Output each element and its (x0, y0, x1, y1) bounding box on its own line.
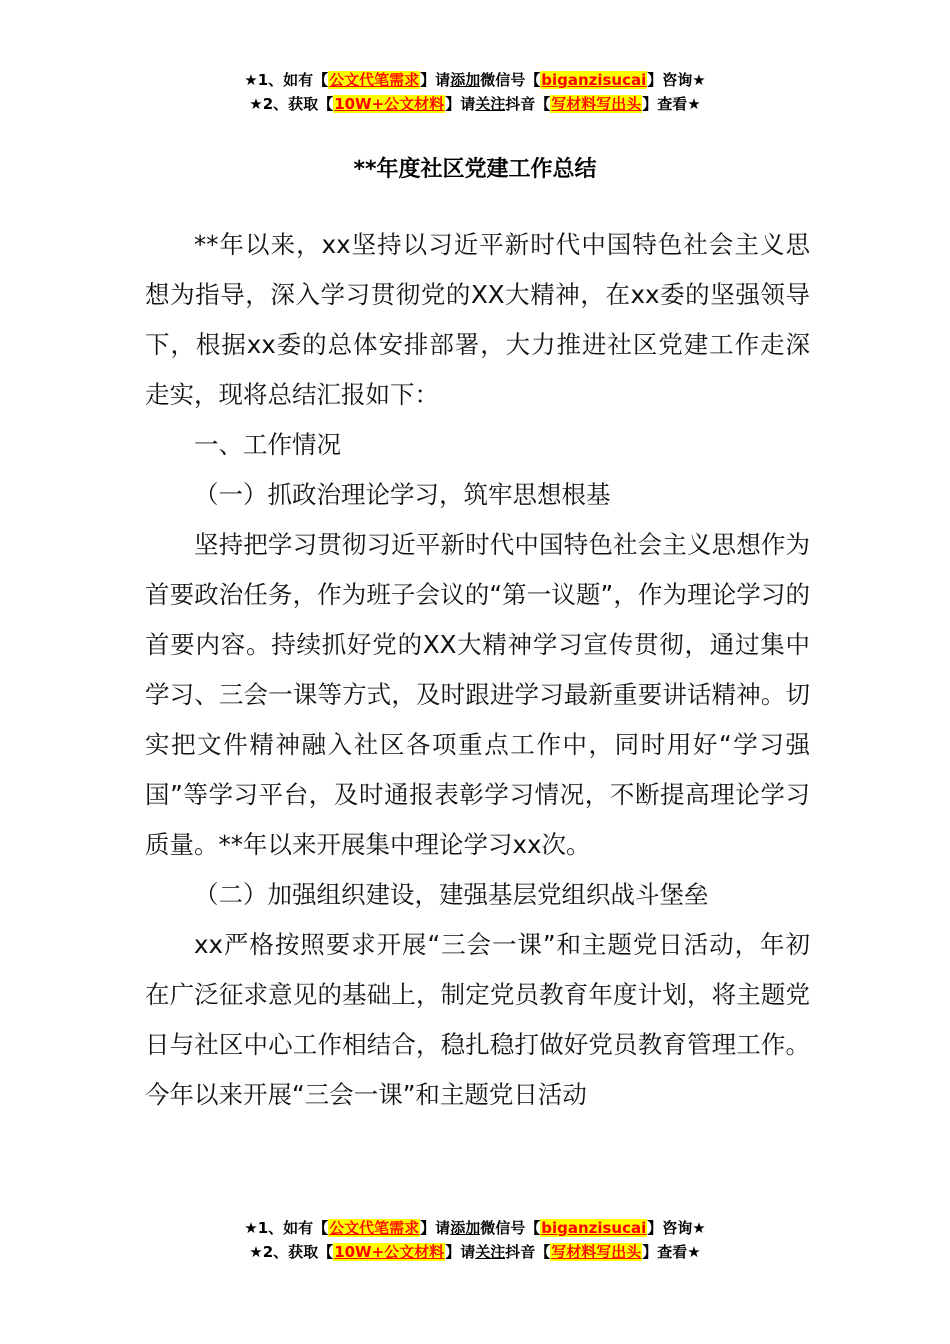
paragraph-organization: xx严格按照要求开展“三会一课”和主题党日活动，年初在广泛征求意见的基础上，制定党员教育年度计划，将主题党日与社区中心工作相结合，稳扎稳打做好党员教育管理工作。今年以来开展“三会一课”和主题党日活动 (145, 930, 810, 1109)
header-banner (0, 68, 950, 116)
document-title: **年度社区党建工作总结 (353, 157, 597, 182)
highlight-service: 公文代笔需求 (329, 1219, 420, 1237)
banner-line-2: ★2、获取【10W+公文材料】请关注抖音【写材料写出头】查看★ (249, 1243, 701, 1261)
highlight-douyin-account: 写材料写出头 (551, 95, 642, 113)
paragraph-theory-study: 坚持把学习贯彻习近平新时代中国特色社会主义思想作为首要政治任务，作为班子会议的“第一议题”，作为理论学习的首要内容。持续抓好党的XX大精神学习宣传贯彻，通过集中学习、三会一课等方式，及时跟进学习最新重要讲话精神。切实把文件精神融入社区各项重点工作中，同时用好“学习强国”等学习平台，及时通报表彰学习情况，不断提高理论学习质量。**年以来开展集中理论学习xx次。 (145, 530, 810, 859)
highlight-wechat-id: biganzisucai (541, 1219, 647, 1237)
document-body (145, 220, 810, 1120)
highlight-douyin-account: 写材料写出头 (551, 1243, 642, 1261)
section-heading-1: 一、工作情况 (194, 430, 341, 459)
footer-banner (0, 1216, 950, 1264)
banner-line-1: ★1、如有【公文代笔需求】请添加微信号【biganzisucai】咨询★ (244, 71, 706, 89)
paragraph-intro: **年以来，xx坚持以习近平新时代中国特色社会主义思想为指导，深入学习贯彻党的XX大精神，在xx委的坚强领导下，根据xx委的总体安排部署，大力推进社区党建工作走深走实，现将总结汇报如下： (145, 230, 810, 409)
highlight-wechat-id: biganzisucai (541, 71, 647, 89)
highlight-materials: 10W+公文材料 (334, 95, 445, 113)
subsection-heading-1: （一）抓政治理论学习，筑牢思想根基 (194, 480, 611, 509)
banner-line-2: ★2、获取【10W+公文材料】请关注抖音【写材料写出头】查看★ (249, 95, 701, 113)
subsection-heading-2: （二）加强组织建设，建强基层党组织战斗堡垒 (194, 880, 709, 909)
banner-line-1: ★1、如有【公文代笔需求】请添加微信号【biganzisucai】咨询★ (244, 1219, 706, 1237)
highlight-materials: 10W+公文材料 (334, 1243, 445, 1261)
highlight-service: 公文代笔需求 (329, 71, 420, 89)
